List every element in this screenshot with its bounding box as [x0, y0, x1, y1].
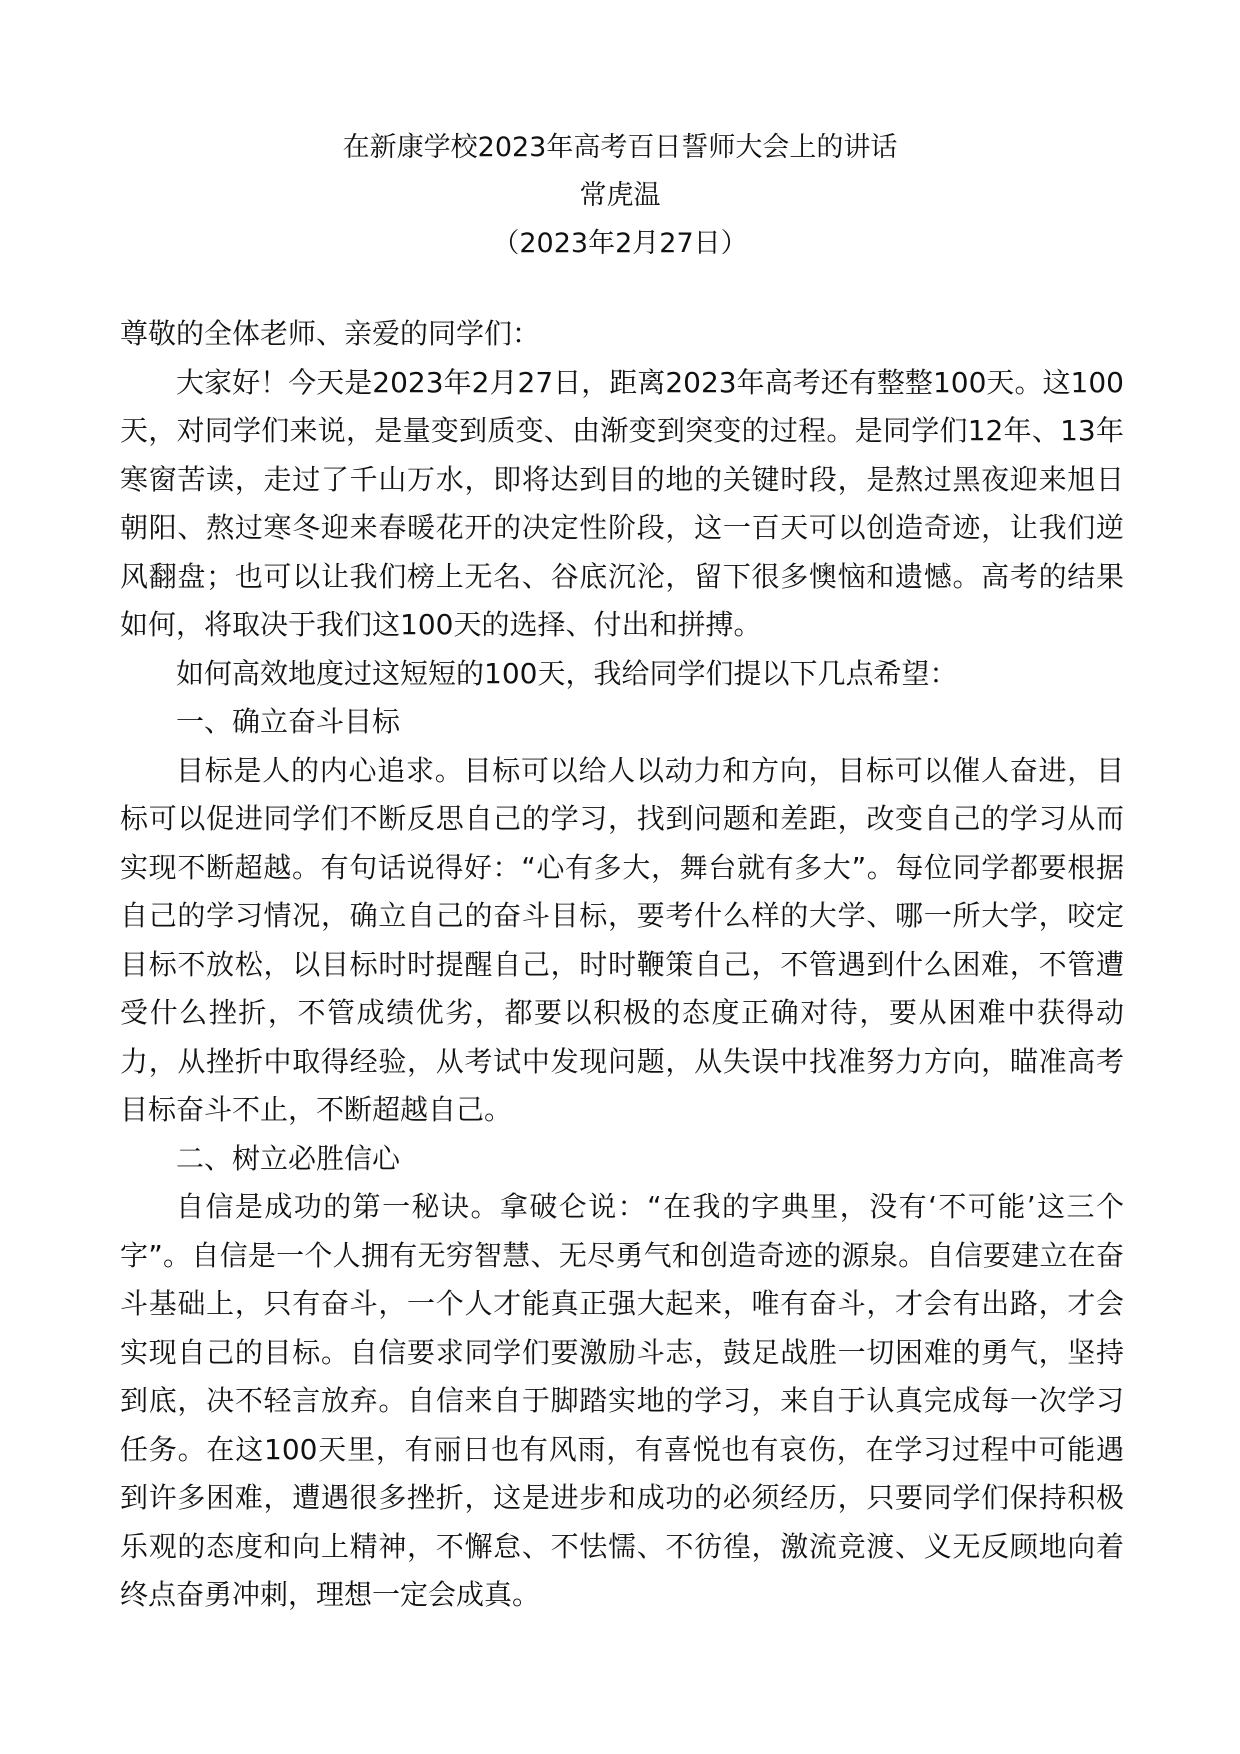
speaker-name: 常虎温	[579, 180, 661, 211]
speech-body	[120, 310, 1124, 1620]
salutation: 尊敬的全体老师、亲爱的同学们：	[120, 317, 541, 350]
document-header	[0, 124, 1240, 268]
paragraph-confidence: 自信是成功的第一秘诀。拿破仑说：“在我的字典里，没有‘不可能’这三个字”。自信是一个人拥有无穷智慧、无尽勇气和创造奇迹的源泉。自信要建立在奋斗基础上，只有奋斗，一个人才能真正强大起来，唯有奋斗，才会有出路，才会实现自己的目标。自信要求同学们要激励斗志，鼓足战胜一切困难的勇气，坚持到底，决不轻言放弃。自信来自于脚踏实地的学习，来自于认真完成每一次学习任务。在这100天里，有丽日也有风雨，有喜悦也有哀伤，在学习过程中可能遇到许多困难，遭遇很多挫折，这是进步和成功的必须经历，只要同学们保持积极乐观的态度和向上精神，不懈怠、不怯懦、不彷徨，激流竞渡、义无反顾地向着终点奋勇冲刺，理想一定会成真。	[120, 1190, 1124, 1611]
paragraph-intro-hopes: 如何高效地度过这短短的100天，我给同学们提以下几点希望：	[176, 656, 958, 690]
section-heading-confidence: 二、树立必胜信心	[176, 1141, 401, 1175]
speech-date: （2023年2月27日）	[492, 228, 748, 259]
paragraph-greeting: 大家好！今天是2023年2月27日，距离2023年高考还有整整100天。这100天，对同学们来说，是量变到质变、由渐变到突变的过程。是同学们12年、13年寒窗苦读，走过了千山万水，即将达到目的地的关键时段，是熬过黑夜迎来旭日朝阳、熬过寒冬迎来春暖花开的决定性阶段，这一百天可以创造奇迹，让我们逆风翻盘；也可以让我们榜上无名、谷底沉沦，留下很多懊恼和遗憾。高考的结果如何，将取决于我们这100天的选择、付出和拼搏。	[120, 365, 1124, 641]
speech-title: 在新康学校2023年高考百日誓师大会上的讲话	[342, 132, 898, 163]
section-heading-goals: 一、确立奋斗目标	[176, 705, 401, 738]
paragraph-goals: 目标是人的内心追求。目标可以给人以动力和方向，目标可以催人奋进，目标可以促进同学们不断反思自己的学习，找到问题和差距，改变自己的学习从而实现不断超越。有句话说得好：“心有多大，舞台就有多大”。每位同学都要根据自己的学习情况，确立自己的奋斗目标，要考什么样的大学、哪一所大学，咬定目标不放松，以目标时时提醒自己，时时鞭策自己，不管遇到什么困难，不管遭受什么挫折，不管成绩优劣，都要以积极的态度正确对待，要从困难中获得动力，从挫折中取得经验，从考试中发现问题，从失误中找准努力方向，瞄准高考目标奋斗不止，不断超越自己。	[120, 753, 1124, 1126]
